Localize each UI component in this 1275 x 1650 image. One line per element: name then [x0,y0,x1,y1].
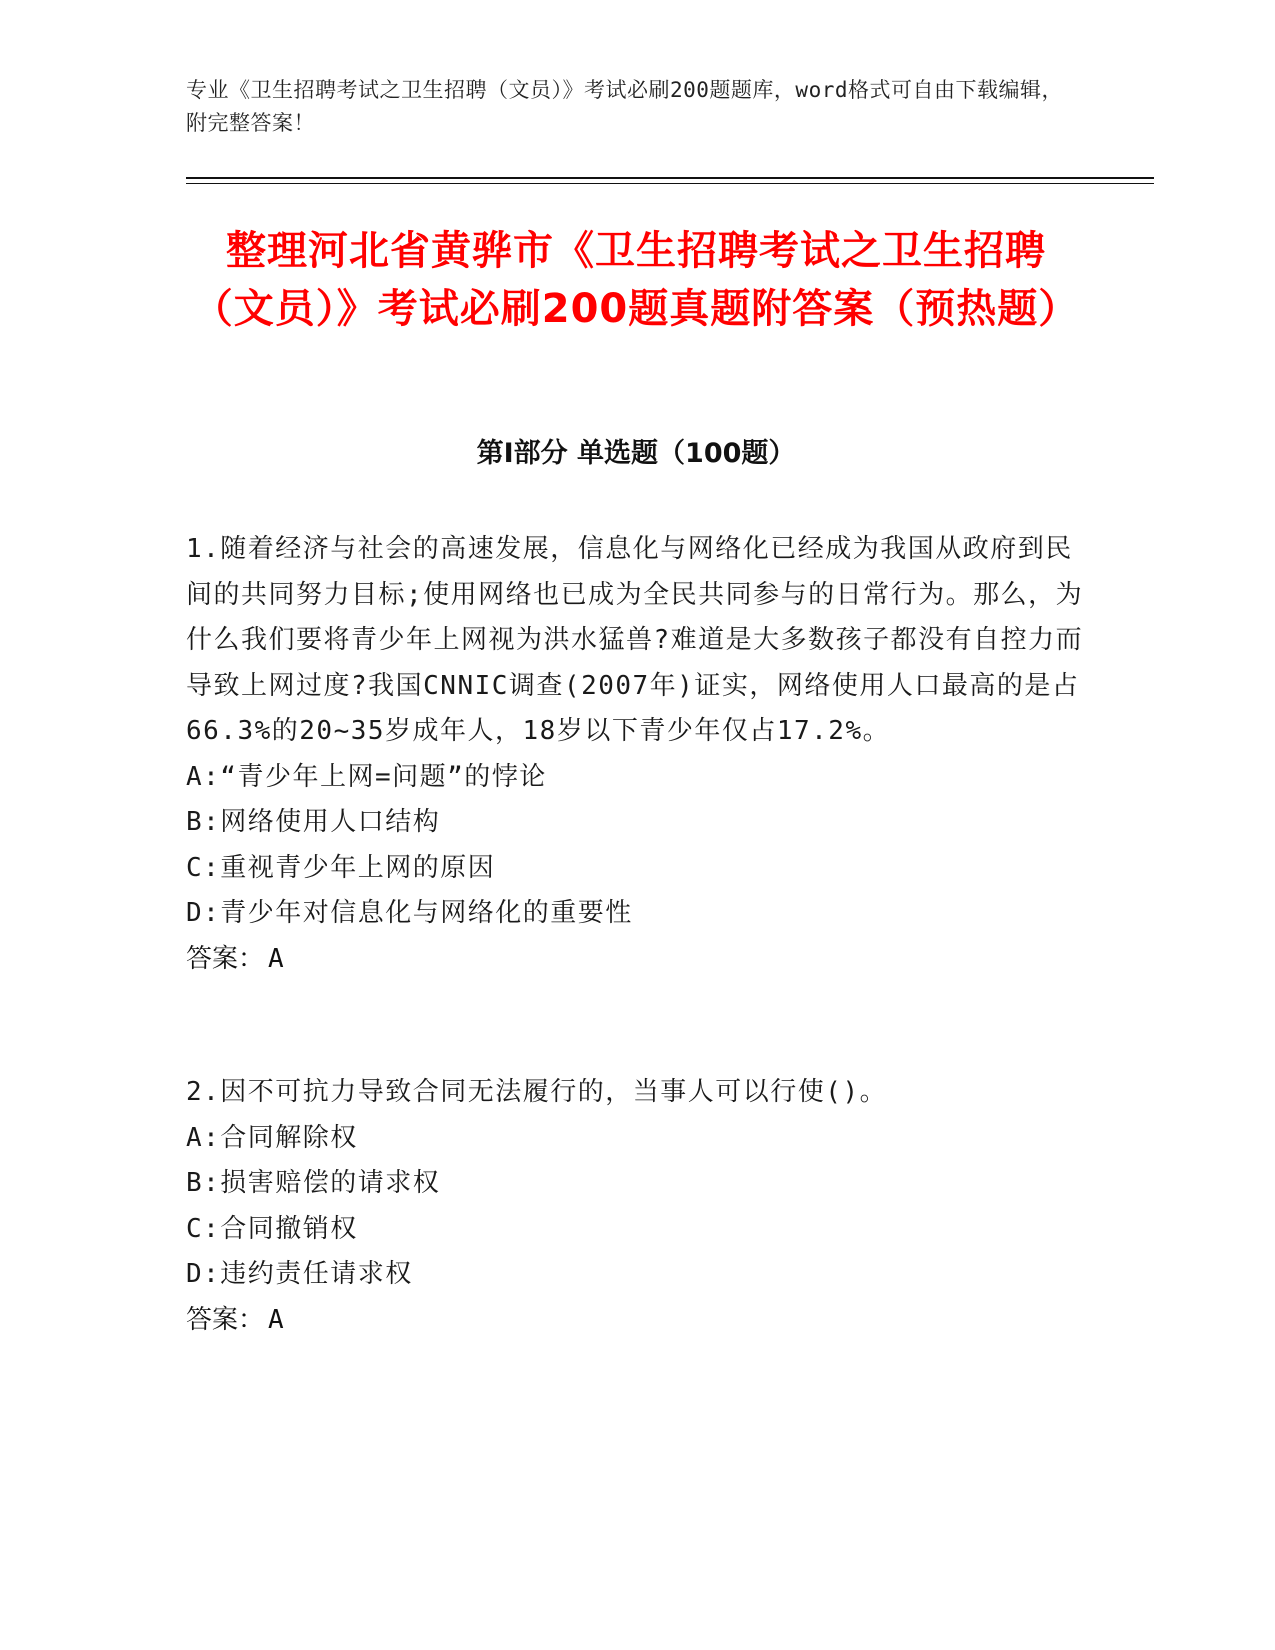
question-stem: 1.随着经济与社会的高速发展，信息化与网络化已经成为我国从政府到民间的共同努力目标;使用网络也已成为全民共同参与的日常行为。那么，为什么我们要将青少年上网视为洪水猛兽?难道是大多数孩子都没有自控力而导致上网过度?我国CNNIC调查(2007年)证实，网络使用人口最高的是占66.3%的20~35岁成年人，18岁以下青少年仅占17.2%。 [186,534,1084,746]
header-rule-thick [186,177,1154,179]
option-c: C:重视青少年上网的原因 [186,852,496,883]
question-1 [186,527,1086,982]
answer-line [186,937,1086,983]
header-note: 专业《卫生招聘考试之卫生招聘（文员）》考试必刷200题题库，word格式可自由下载编辑，附完整答案！ [186,78,1063,135]
option-c: C:合同撤销权 [186,1213,358,1244]
option-a: A:合同解除权 [186,1122,358,1153]
question-stem: 2.因不可抗力导致合同无法履行的，当事人可以行使()。 [186,1077,888,1107]
answer-value: A [268,1304,284,1335]
option-b: B:损害赔偿的请求权 [186,1168,441,1198]
option-d: D:青少年对信息化与网络化的重要性 [186,898,633,928]
option-a: A:“青少年上网=问题”的悖论 [186,761,547,792]
option-d: D:违约责任请求权 [186,1259,413,1289]
answer-line [186,1298,1086,1344]
option-b: B:网络使用人口结构 [186,807,441,837]
header-rule-thin [186,183,1154,184]
answer-label: 答案： [186,943,265,974]
answer-label: 答案： [186,1304,265,1335]
answer-value: A [268,943,284,974]
section-title: 第I部分 单选题（100题） [476,438,796,469]
document-title: 整理河北省黄骅市《卫生招聘考试之卫生招聘（文员）》考试必刷200题真题附答案（预热题） [192,228,1080,332]
question-2 [186,1070,1086,1343]
